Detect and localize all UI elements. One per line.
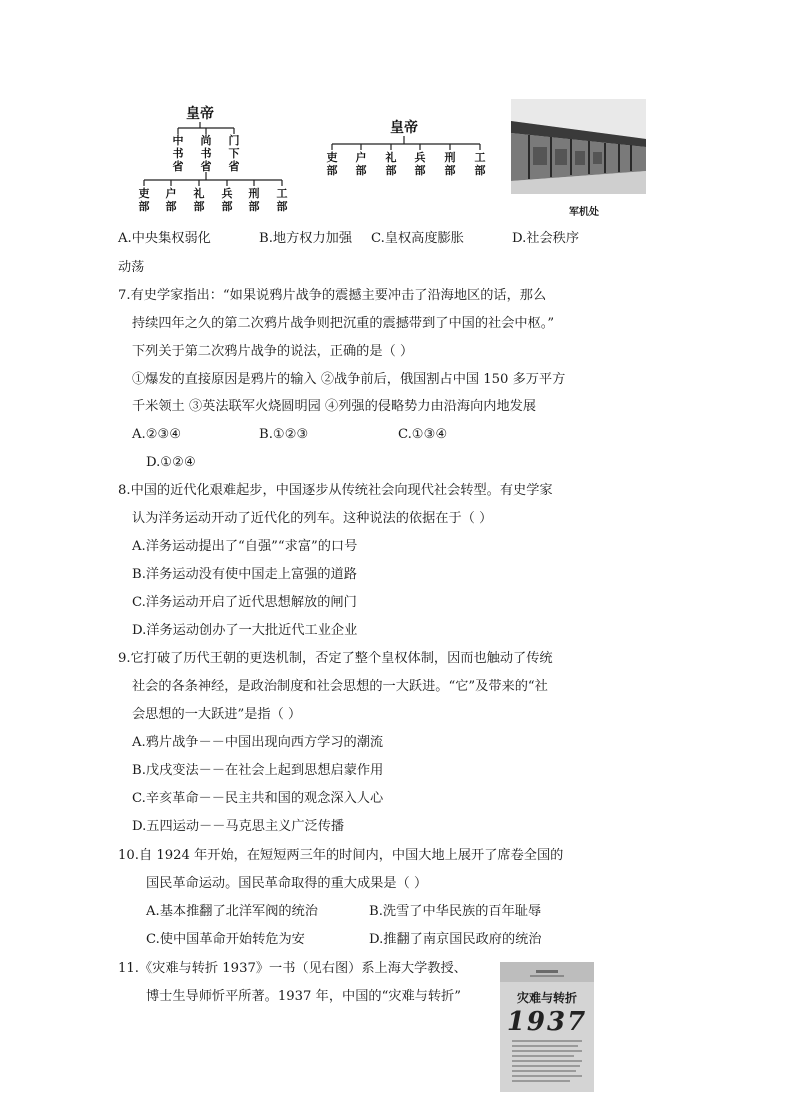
q10-line-2: 国民革命运动。国民革命取得的重大成果是（ ）: [146, 876, 428, 891]
q10-line-1: 10.自 1924 年开始，在短短两三年的时间内，中国大地上展开了席卷全国的: [118, 848, 564, 863]
q9-option-d: D.五四运动－－马克思主义广泛传播: [132, 819, 345, 834]
q7-option-c: C.①③④: [398, 427, 448, 442]
q7-option-b: B.①②③: [259, 427, 309, 442]
diagram-emperor-six-ministries: [320, 114, 492, 184]
q8-option-a: A.洋务运动提出了“自强”“求富”的口号: [132, 539, 358, 554]
diagram2-ministry-5: 工部: [474, 151, 486, 177]
q9-option-a: A.鸦片战争－－中国出现向西方学习的潮流: [132, 735, 384, 750]
diagram2-root: 皇帝: [390, 120, 418, 136]
q11-line-1: 11.《灾难与转折 1937》一书（见右图）系上海大学教授、: [118, 961, 467, 976]
q9-option-b: B.戊戌变法－－在社会上起到思想启蒙作用: [132, 763, 384, 778]
q6-option-d: D.社会秩序: [512, 231, 580, 246]
diagram1-ministry-2: 礼部: [193, 187, 205, 213]
diagram1-ministry-0: 吏部: [138, 187, 150, 213]
q8-line-2: 认为洋务运动开动了近代化的列车。这种说法的依据在于（ ）: [132, 511, 493, 526]
diagram1-middle-0: 中书省: [172, 134, 184, 173]
diagram2-ministry-3: 兵部: [414, 151, 426, 177]
diagram1-ministry-5: 工部: [276, 187, 288, 213]
q6-option-a: A.中央集权弱化: [118, 231, 211, 246]
q7-line-1: 7.有史学家指出：“如果说鸦片战争的震撼主要冲击了沿海地区的话，那么: [118, 288, 547, 303]
q7-line-5: 千米领土 ③英法联军火烧圆明园 ④列强的侵略势力由沿海向内地发展: [132, 399, 537, 414]
diagram2-bottom-ticks: [332, 144, 480, 150]
q7-line-2: 持续四年之久的第二次鸦片战争则把沉重的震撼带到了中国的社会中枢。”: [132, 316, 555, 331]
q9-line-3: 会思想的一大跃进”是指（ ）: [132, 707, 302, 722]
q8-option-d: D.洋务运动创办了一大批近代工业企业: [132, 623, 358, 638]
diagram1-middle-2: 门下省: [228, 134, 240, 173]
q10-option-b: B.洗雪了中华民族的百年耻辱: [369, 904, 542, 919]
q6-option-c: C.皇权高度膨胀: [371, 231, 464, 246]
diagram2-ministry-4: 刑部: [444, 151, 456, 177]
diagram1-bottom: [139, 186, 288, 213]
q10-option-d: D.推翻了南京国民政府的统治: [369, 932, 542, 947]
q8-line-1: 8.中国的近代化艰难起步，中国逐步从传统社会向现代社会转型。有史学家: [118, 483, 553, 498]
diagram1-middle-1: 尚书省: [200, 134, 212, 173]
photo-caption: 军机处: [569, 207, 599, 218]
diagram1-root: 皇帝: [186, 106, 214, 122]
book-cover: [500, 962, 594, 1092]
q10-option-a: A.基本推翻了北洋军阀的统治: [146, 904, 318, 919]
diagram1-ministry-3: 兵部: [221, 187, 233, 213]
book-year: 1937: [506, 1007, 588, 1037]
diagram1-ministry-4: 刑部: [248, 187, 260, 213]
diagram1-ministry-1: 户部: [165, 187, 177, 213]
diagram2-ministry-2: 礼部: [385, 151, 397, 177]
q8-option-c: C.洋务运动开启了近代思想解放的闸门: [132, 595, 357, 610]
q7-line-3: 下列关于第二次鸦片战争的说法，正确的是（ ）: [132, 344, 414, 359]
diagram1-bottom-ticks: [144, 180, 282, 186]
q7-option-d: D.①②④: [146, 455, 196, 470]
q9-option-c: C.辛亥革命－－民主共和国的观念深入人心: [132, 791, 384, 806]
q11-line-2: 博士生导师忻平所著。1937 年，中国的“灾难与转折”: [146, 989, 461, 1004]
q9-line-1: 9.它打破了历代王朝的更迭机制，否定了整个皇权体制，因而也触动了传统: [118, 651, 553, 666]
q6-option-b: B.地方权力加强: [259, 231, 353, 246]
q9-line-2: 社会的各条神经，是政治制度和社会思想的一大跃进。“它”及带来的“社: [132, 679, 548, 694]
diagram2-ministry-0: 吏部: [326, 151, 338, 177]
diagram1-middle: [173, 133, 240, 173]
q10-option-c: C.使中国革命开始转危为安: [146, 932, 305, 947]
grand-council-photo: [511, 99, 646, 194]
diagram-three-departments-six-ministries: [128, 96, 298, 218]
q6-option-d-wrap: 动荡: [118, 260, 145, 275]
diagram2-bottom: [327, 150, 486, 177]
q7-option-a: A.②③④: [132, 427, 182, 442]
diagram2-ministry-1: 户部: [355, 151, 367, 177]
q8-option-b: B.洋务运动没有使中国走上富强的道路: [132, 567, 357, 582]
q7-line-4: ①爆发的直接原因是鸦片的输入 ②战争前后，俄国割占中国 150 多万平方: [132, 372, 566, 387]
book-title: 灾难与转折: [516, 991, 578, 1005]
